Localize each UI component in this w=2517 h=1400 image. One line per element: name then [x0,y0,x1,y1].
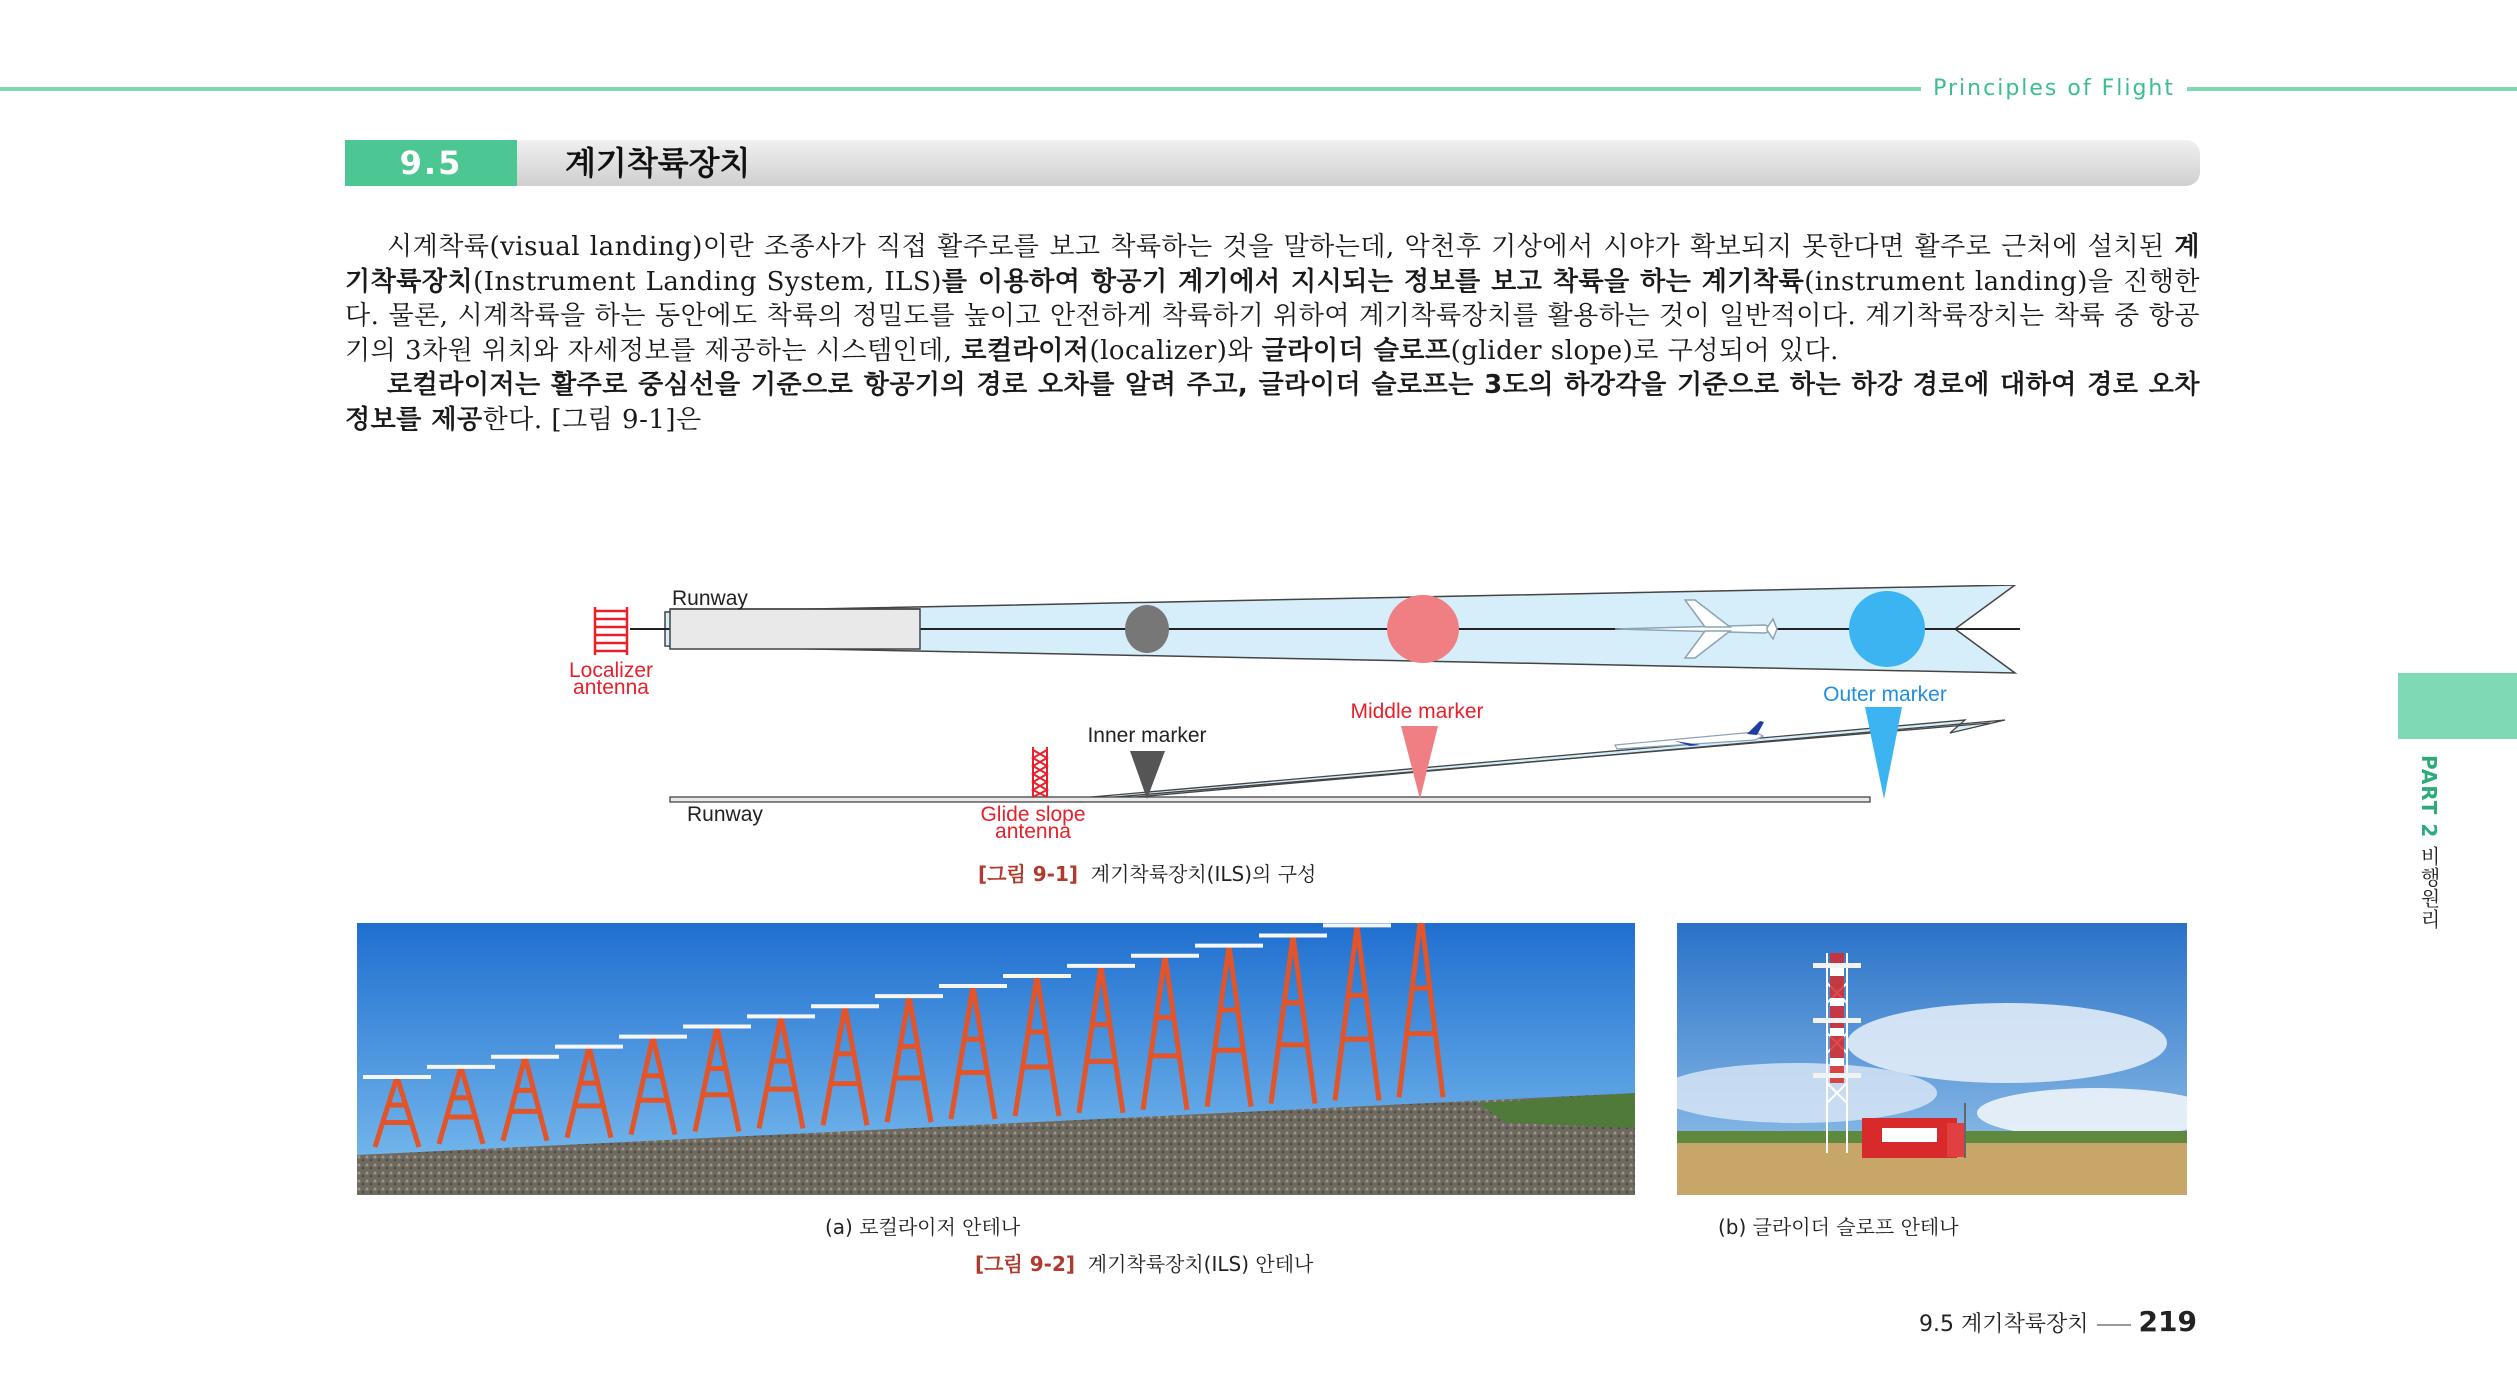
footer-dash [2097,1324,2131,1326]
photo-a-caption: (a) 로컬라이저 안테나 [825,1215,1021,1239]
part-tab-label [2415,755,2444,930]
running-title: Principles of Flight [1921,72,2187,106]
paragraph-2 [345,368,2200,437]
text-run: (instrument landing)을 진행한다. 물론, 시계착륙을 하는 동안에도 착륙의 정밀도를 높이고 안전하게 착륙하기 위하여 계기착륙장치를 활용하는 것이 일반적이다. 계기착륙장치는 착륙 중 항공기의 3차원 위치와 자세정보를 제공하는 시스템인데, [345,266,2201,366]
figure-9-2-caption [975,1248,1313,1277]
glide-slope-label-1: Glide slope [980,803,1086,826]
page-number: 219 [2138,1305,2197,1338]
glide-slope-label-2: antenna [995,820,1071,843]
photo-b-caption: (b) 글라이더 슬로프 안테나 [1718,1215,1959,1239]
outer-marker-lobe [1849,591,1925,667]
term-ils: 계기착륙장치 [345,232,2200,297]
emphasis-run: 를 이용하여 항공기 계기에서 지시되는 정보를 보고 착륙을 하는 계기착륙 [941,266,1805,297]
part-number: PART 2 [2417,755,2441,839]
figure-caption-text: 계기착륙장치(ILS) 안테나 [1087,1252,1314,1276]
part-tab [2398,673,2517,739]
localizer-antenna-photo [357,923,1635,1195]
figure-number: [그림 9-2] [975,1252,1076,1276]
middle-marker-label: Middle marker [1350,700,1484,723]
body-text [345,230,2200,437]
runway-top-view [670,609,920,649]
section-title: 계기착륙장치 [565,144,751,182]
runway-label-bottom: Runway [687,803,763,826]
middle-marker-beam [1401,726,1438,799]
term-localizer: 로컬라이저 [961,335,1090,366]
term-glide-slope: 글라이더 슬로프 [1261,335,1451,366]
localizer-label-2: antenna [573,676,649,699]
inner-marker-lobe [1125,605,1169,653]
ils-diagram [535,585,2035,850]
emphasis-run: 로컬라이저는 활주로 중심선을 기준으로 항공기의 경로 오차를 알려 주고, 글라이더 슬로프는 3도의 하강각을 기준으로 하는 하강 경로에 대하여 경로 오차정보를 제공 [345,370,2200,435]
text-run: (localizer)와 [1089,335,1262,366]
localizer-label-1: Localizer [568,659,654,682]
middle-marker-lobe [1387,595,1459,663]
runway-label-top: Runway [672,587,748,610]
outer-marker-beam [1865,707,1902,799]
glide-slope-antenna-photo [1677,923,2187,1195]
outer-marker-label: Outer marker [1823,683,1947,706]
figure-number: [그림 9-1] [978,862,1079,886]
text-run: (Instrument Landing System, ILS) [473,266,942,297]
section-number: 9.5 [345,140,517,186]
figure-caption-text: 계기착륙장치(ILS)의 구성 [1090,862,1317,886]
airplane-side-icon [1615,721,1764,749]
glide-slope-antenna-icon [1033,747,1047,797]
footer-section: 9.5 계기착륙장치 [1919,1312,2089,1337]
figure-9-1-caption [978,858,1316,887]
runway-side-view [670,797,1870,802]
text-run: 시계착륙(visual landing)이란 조종사가 직접 활주로를 보고 착륙하는 것을 말하는데, 악천후 기상에서 시야가 확보되지 못한다면 활주로 근처에 설치된 [387,232,2175,262]
text-run: (glider slope)로 구성되어 있다. [1450,335,1839,366]
text-run: 한다. [그림 9-1]은 [482,404,702,435]
part-title: 비행원리 [2417,845,2441,930]
localizer-antenna-icon [595,607,627,655]
paragraph-1 [345,230,2200,368]
page-footer [1919,1305,2197,1338]
inner-marker-label: Inner marker [1087,724,1207,747]
